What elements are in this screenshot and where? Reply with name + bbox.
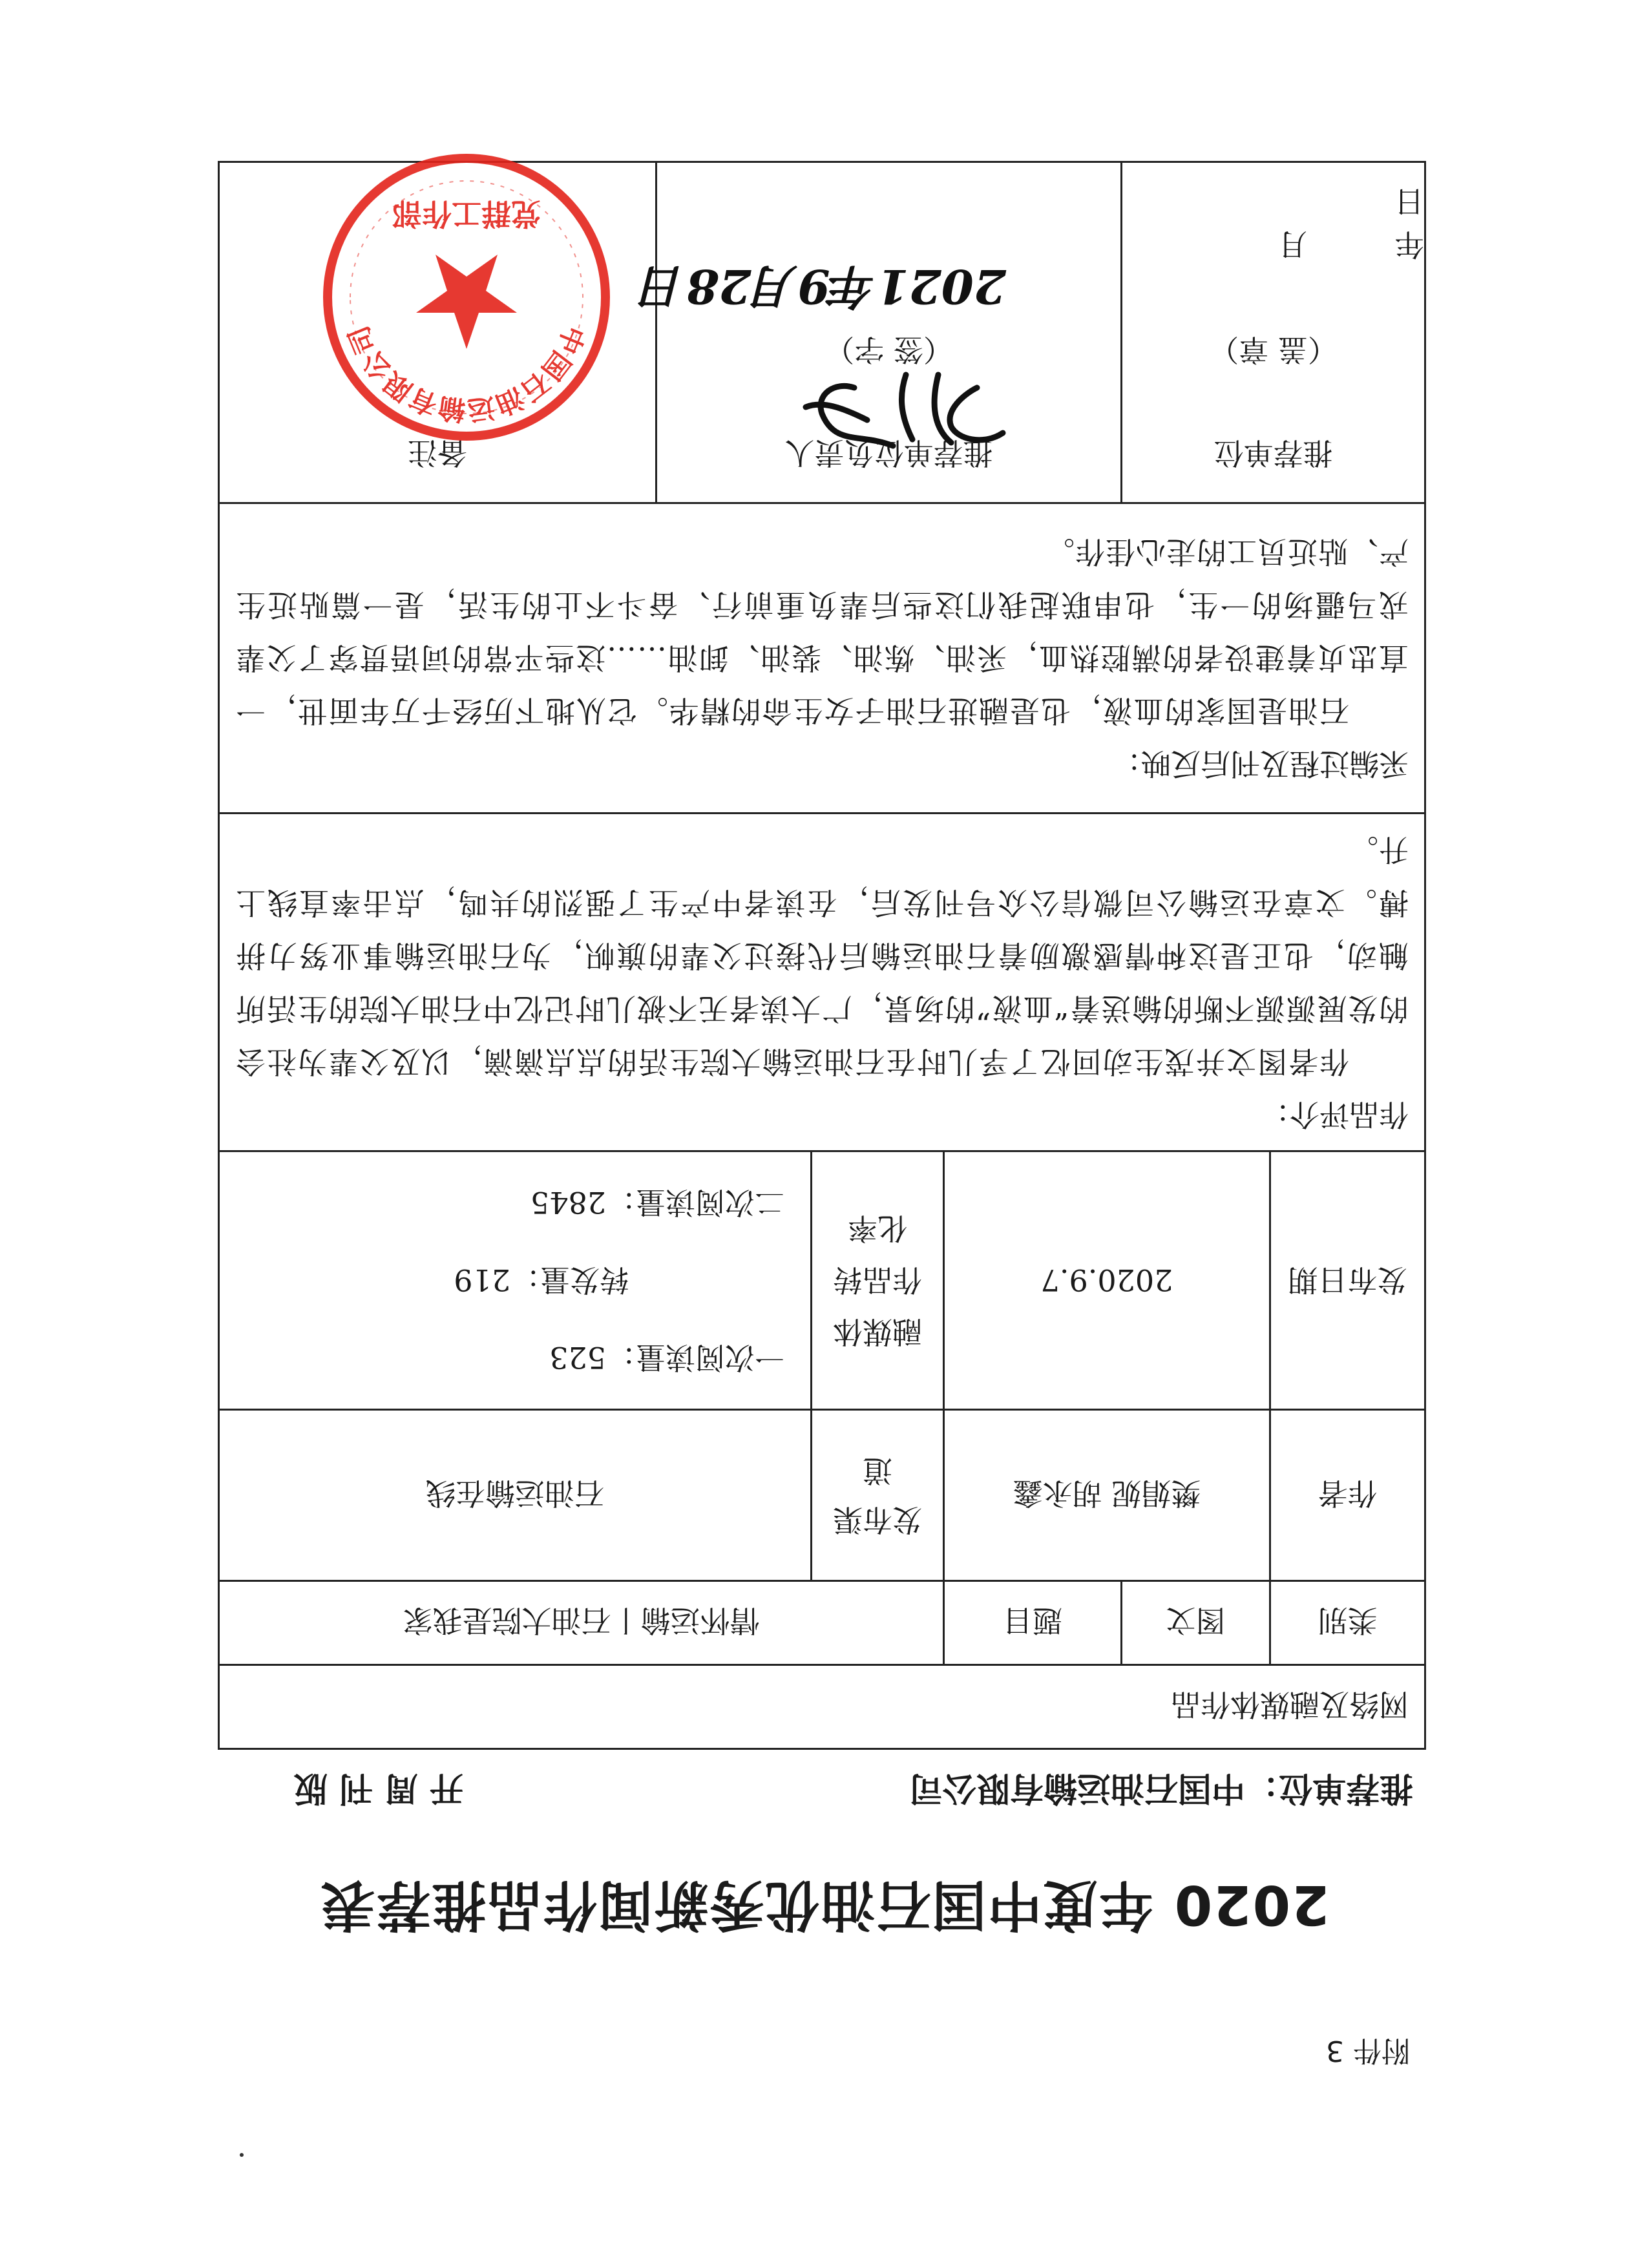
first-read-count: 一次阅读量：523 <box>549 1340 784 1376</box>
publication-type: 开 周 刊 版 <box>293 1769 463 1807</box>
publish-date-value: 2020.9.7 <box>944 1151 1270 1410</box>
seal-date-placeholder: 年 月 日 <box>1239 184 1424 262</box>
conversion-rate-label: 融媒体作品转化率 <box>812 1151 944 1410</box>
publish-date-label: 发布日期 <box>1270 1151 1425 1410</box>
review-text: 作者图文并茂生动回忆了孚儿时在石油运输大院生活的点点滴滴，以及父辈为社会的发展源源不断的输送着“血液”的场景，广大读者无不被儿时记忆中石油大院的生活所触动，也正是这种情感激励着石油运输后代接过父辈的旗帜，为石油运输事业努力拼搏。文章在运输公司微信公众号刊发后，在读者中产生了强烈的共鸣，点击率直线上升。 <box>235 832 1409 1079</box>
unit-name: 中国石油运输有限公司 <box>909 1769 1245 1807</box>
category-value: 图文 <box>1122 1581 1270 1665</box>
process-text: 石油是国家的血液，也是融进石油子女生命的精华。它从地下历经千万年面世，一直忠贞着建设者的满腔热血，采油、炼油、装油、卸油……这些平常的词语贯穿了父辈戎马疆场的一生，也串联起我们这些后辈负重前行、奋斗不止的生活，是一篇贴近生产、贴近员工的走心佳作。 <box>235 534 1409 729</box>
form-title: 2020 年度中国石油优秀新闻作品推荐表 <box>319 1873 1330 1937</box>
seal-star-icon <box>416 255 517 349</box>
unit-seal-cell <box>1122 162 1425 503</box>
work-title: 情怀运输丨石油大院是我家 <box>218 1581 943 1665</box>
conversion-stats <box>218 1151 811 1410</box>
scan-dot <box>240 2153 244 2157</box>
channel-value: 石油运输在线 <box>218 1410 811 1581</box>
author-value: 樊娟妮 胡永鑫 <box>944 1410 1270 1581</box>
official-seal <box>318 149 615 446</box>
signed-date-text: 2021年9月28日 <box>640 259 1006 314</box>
review-cell <box>218 814 1425 1151</box>
channel-label: 发布渠道 <box>812 1410 944 1581</box>
seal-bottom-text: 党群工作部 <box>392 196 541 231</box>
seal-arc-text: 中国石油运输有限公司 <box>342 321 591 427</box>
second-read-count: 二次阅读量：2845 <box>530 1185 784 1221</box>
unit-seal-label: 推荐单位 <box>1213 436 1333 470</box>
title-label: 题目 <box>944 1581 1122 1665</box>
category-label: 类别 <box>1270 1581 1425 1665</box>
remarks-label: 备注 <box>407 436 467 470</box>
process-cell <box>218 503 1425 814</box>
sign-note: （签 字） <box>824 332 953 367</box>
category-header-cell <box>218 1665 1425 1749</box>
recommending-unit-line <box>293 1767 1413 1816</box>
share-count: 转发量：219 <box>454 1263 629 1298</box>
attachment-number: 附件 3 <box>1326 2034 1410 2067</box>
process-heading: 采编过程及刊后反映： <box>1111 746 1409 782</box>
handwritten-date <box>640 252 1013 323</box>
handwritten-signature <box>796 362 1029 472</box>
leader-label: 推荐单位负责人 <box>784 436 993 470</box>
category-header: 网络及融媒体作品 <box>1171 1687 1409 1723</box>
unit-label: 推荐单位： <box>1245 1769 1413 1807</box>
review-heading: 作品评介： <box>1260 1097 1409 1132</box>
author-label: 作者 <box>1270 1410 1425 1581</box>
seal-note: （盖 章） <box>1209 332 1338 367</box>
